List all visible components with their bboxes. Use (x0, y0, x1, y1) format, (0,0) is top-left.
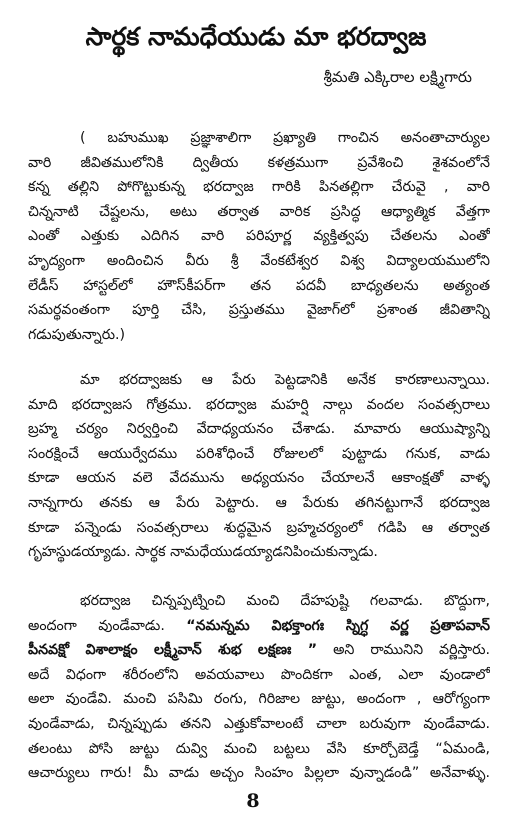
text-line: వారి జీవితములోనికి ద్వితీయ కళత్రముగా ప్రవేశించి శైశవంలోనే (28, 154, 490, 171)
text-line: కూడా ఆయన వలె వేదమును అధ్యయనం చేయాలనే ఆకాంక్షతో వాళ్ళ (28, 470, 490, 487)
text-fragment: అని రామునిని వర్ణిస్తారు. (333, 642, 490, 659)
text-line (28, 614, 490, 639)
text-line: మా భరద్వాజకు ఆ పేరు పెట్టడానికి అనేక కారణాలున్నాయి. (80, 372, 490, 388)
text-line: తలంటు పోసి జుట్టు దువ్వి మంచి బట్టలు వేసి కూర్చోబెడ్తే “ఏమండి, (28, 740, 490, 757)
text-line: మాది భరద్వాజస గోత్రము. భరద్వాజ మహర్షి నాల్గు వందల సంవత్సరాలు (28, 396, 490, 413)
text-line: సమర్థవంతంగా పూర్తి చేసి, ప్రస్తుతము వైజాగ్‌లో ప్రశాంత జీవితాన్ని (28, 302, 490, 319)
intro-paragraph (28, 126, 490, 347)
text-line: సంరక్షించే ఆయుర్వేదము పరిశోధించే రోజులలో పుట్టాడు గనుక, వాడు (28, 445, 490, 462)
page-number: 8 (246, 790, 260, 812)
text-line: కన్న తల్లిని పోగొట్టుకున్న భరద్వాజ గారికి పినతల్లిగా చేరువై , వారి (28, 179, 490, 196)
text-line: అలా వుండేవి. మంచి పసిమి రంగు, గిరిజాల జుట్టు, అందంగా , ఆరోగ్యంగా (28, 691, 490, 708)
text-line: లేడీస్ హాస్టల్‌లో హౌస్‌కీపర్‌గా తన పదవీ బాధ్యతలను అత్యంత (28, 277, 490, 294)
text-line: వుండేవాడు, చిన్నప్పుడు తనని ఎత్తుకోవాలంటే చాలా బరువుగా వుండేవాడు. (28, 715, 490, 732)
body-paragraph-2 (28, 589, 490, 786)
text-line: చిన్ననాటి చేష్టలను, అటు తర్వాత వారిక ప్రసిద్ధ ఆధ్యాత్మిక వేత్తగా (28, 203, 490, 220)
text-line: కూడా పన్నెండు సంవత్సరాలు శుద్ధమైన బ్రహ్మచర్యంలో గడిపి ఆ తర్వాత (28, 519, 490, 536)
text-line: ( బహుముఖ ప్రజ్ఞాశాలిగా ప్రఖ్యాతి గాంచిన అనంతాచార్యుల (80, 130, 490, 146)
text-line: భరద్వాజ చిన్నప్పట్నించి మంచి దేహపుష్టి గలవాడు. బొద్దుగా, (80, 593, 490, 609)
sloka-quote-start: “నమన్నమ విభక్తాంగః స్నిగ్ధ వర్ణ ప్రతాపవాన్ (186, 617, 490, 634)
text-line: బ్రహ్మ చర్యం నిర్వర్తించి వేదాధ్యయనం చేశాడు. మావారు ఆయుష్యాన్ని (28, 421, 490, 438)
text-line (28, 638, 490, 663)
text-line: ఆచార్యులు గారు! మీ వాడు అచ్చం సింహం పిల్లలా వున్నాడండి” అనేవాళ్ళు. (28, 765, 490, 782)
text-line: నాన్నగారు తనకు ఆ పేరు పెట్టారు. ఆ పేరుకు తగినట్టుగానే భరద్వాజ (28, 494, 490, 511)
body-paragraph-1 (28, 368, 490, 565)
sloka-quote-end: పీనవక్షో విశాలాక్షం లక్ష్మీవాన్ శుభ లక్షణః ” (28, 642, 318, 659)
text-fragment: అందంగా వుండేవాడు. (28, 617, 165, 634)
text-line: గృహస్థుడయ్యాడు. సార్థక నామధేయుడయ్యాడనిపించుకున్నాడు. (28, 544, 378, 561)
text-line: గడుపుతున్నారు.) (28, 326, 126, 343)
text-line: అదే విధంగా శరీరంలోని అవయవాలు పొందికగా ఎంత, ఎలా వుండాలో (28, 666, 490, 683)
text-line: హృద్యంగా అందించిన వీరు శ్రీ వేంకటేశ్వర విశ్వ విద్యాలయములోని (28, 252, 490, 269)
text-line: ఎంతో ఎత్తుకు ఎదిగిన వారి పరిపూర్ణ వ్యక్తిత్వపు చేతలను ఎంతో (28, 228, 490, 245)
page-title: సార్థక నామధేయుడు మా భరద్వాజ (85, 22, 427, 51)
author-name: శ్రీమతి ఎక్కిరాల లక్ష్మిగారు (323, 68, 472, 86)
